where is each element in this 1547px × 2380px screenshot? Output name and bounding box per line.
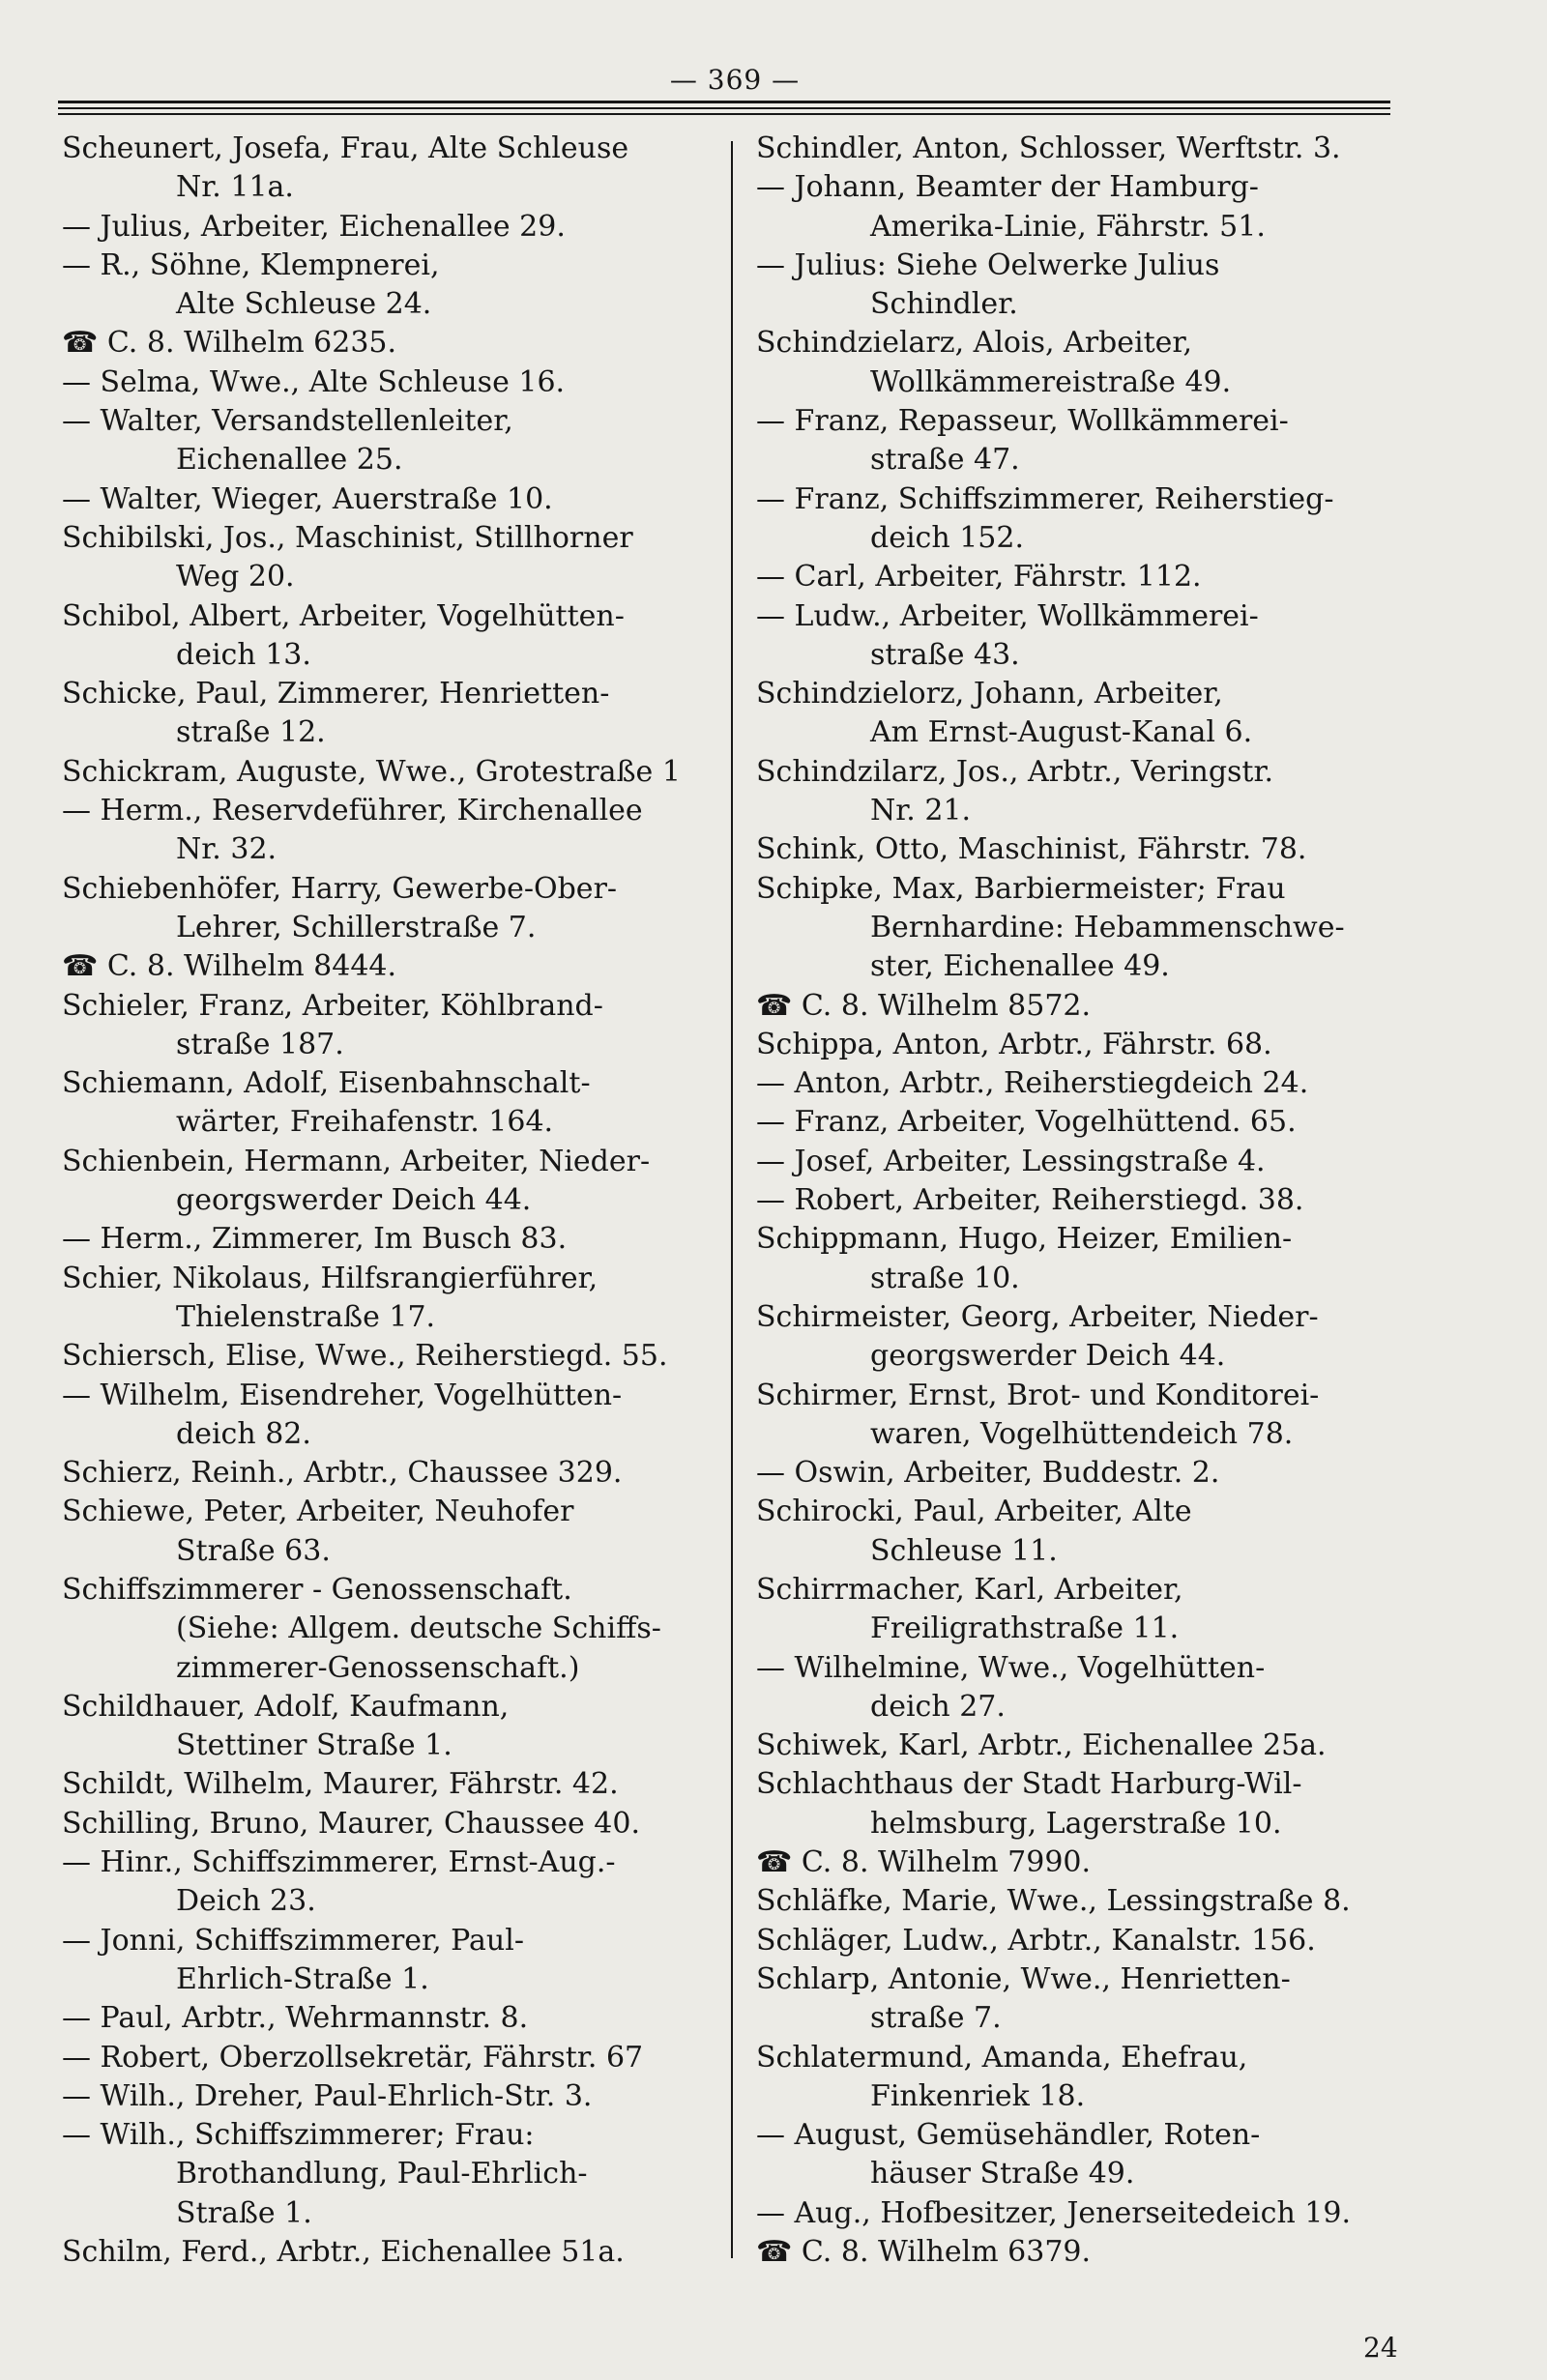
directory-entry (62, 947, 719, 986)
entry-line: — Robert, Arbeiter, Reiherstiegd. 38. (756, 1183, 1304, 1218)
directory-entry (62, 675, 719, 753)
directory-entry (62, 247, 719, 325)
entry-line: — R., Söhne, Klempnerei, (62, 247, 440, 282)
entry-continuation-line: Freiligrathstraße 11. (870, 1611, 1180, 1646)
directory-entry (62, 402, 719, 480)
right-column (756, 130, 1423, 2272)
directory-entry (756, 1727, 1423, 1765)
entry-continuation-line: Wollkämmereistraße 49. (870, 364, 1232, 399)
entry-line: ☎ C. 8. Wilhelm 8444. (62, 949, 397, 984)
left-column (62, 130, 719, 2272)
directory-entry (756, 130, 1423, 168)
directory-entry (62, 1999, 719, 2038)
entry-line: Schildhauer, Adolf, Kaufmann, (62, 1689, 510, 1724)
directory-entry (756, 1882, 1423, 1921)
entry-continuation-line: wärter, Freihafenstr. 164. (176, 1105, 554, 1140)
entry-continuation-line: deich 152. (870, 520, 1025, 555)
directory-entry (756, 870, 1423, 987)
directory-entry (756, 2039, 1423, 2117)
directory-entry (62, 1337, 719, 1376)
entry-continuation-line: zimmerer-Genossenschaft.) (176, 1650, 580, 1685)
entry-line: Schierz, Reinh., Arbtr., Chaussee 329. (62, 1456, 623, 1491)
entry-line: — Franz, Schiffszimmerer, Reiherstieg- (756, 481, 1334, 516)
entry-line: Schirmeister, Georg, Arbeiter, Nieder- (756, 1299, 1319, 1334)
directory-entry (62, 324, 719, 363)
directory-entry (62, 1805, 719, 1843)
directory-entry (756, 1220, 1423, 1298)
entry-continuation-line: deich 27. (870, 1689, 1006, 1724)
entry-line: Schippa, Anton, Arbtr., Fährstr. 68. (756, 1027, 1272, 1061)
directory-entry (756, 402, 1423, 480)
directory-entry (756, 1181, 1423, 1220)
directory-entry (756, 558, 1423, 596)
entry-continuation-line: Deich 23. (176, 1884, 316, 1919)
entry-continuation-line: helmsburg, Lagerstraße 10. (870, 1806, 1282, 1841)
entry-line: — Selma, Wwe., Alte Schleuse 16. (62, 364, 566, 399)
directory-entry (756, 1649, 1423, 1727)
entry-continuation-line: deich 13. (176, 637, 311, 672)
directory-entry (756, 597, 1423, 676)
entry-line: Schirrmacher, Karl, Arbeiter, (756, 1572, 1183, 1607)
directory-entry (756, 1960, 1423, 2039)
directory-entry (756, 480, 1423, 559)
column-divider (731, 141, 733, 2258)
entry-line: Schicke, Paul, Zimmerer, Henrietten- (62, 677, 610, 711)
entry-line: — Wilh., Dreher, Paul-Ehrlich-Str. 3. (62, 2078, 593, 2113)
directory-entry (756, 247, 1423, 325)
entry-continuation-line: Am Ernst-August-Kanal 6. (870, 715, 1253, 750)
page-number: — 369 — (669, 64, 801, 96)
entry-continuation-line: Nr. 32. (176, 832, 277, 867)
directory-entry (756, 1922, 1423, 1960)
entry-continuation-line: straße 43. (870, 637, 1020, 672)
directory-entry (62, 130, 719, 208)
entry-line: Scheunert, Josefa, Frau, Alte Schleuse (62, 131, 629, 165)
entry-line: Schipke, Max, Barbiermeister; Frau (756, 871, 1286, 906)
directory-entry (756, 1493, 1423, 1571)
entry-line: Schindzielarz, Alois, Arbeiter, (756, 326, 1192, 361)
directory-entry (756, 1454, 1423, 1493)
directory-entry (62, 753, 719, 792)
directory-entry (756, 987, 1423, 1026)
directory-entry (756, 168, 1423, 247)
entry-line: Schilm, Ferd., Arbtr., Eichenallee 51a. (62, 2235, 625, 2270)
directory-entry (756, 2116, 1423, 2194)
entry-line: Schiebenhöfer, Harry, Gewerbe-Ober- (62, 871, 618, 906)
entry-line: ☎ C. 8. Wilhelm 7990. (756, 1845, 1092, 1880)
directory-entry (62, 519, 719, 597)
entry-line: — Aug., Hofbesitzer, Jenerseitedeich 19. (756, 2195, 1352, 2230)
entry-line: — Wilhelmine, Wwe., Vogelhütten- (756, 1650, 1266, 1685)
entry-line: Schibol, Albert, Arbeiter, Vogelhütten- (62, 598, 625, 633)
entry-line: Schindzilarz, Jos., Arbtr., Veringstr. (756, 754, 1274, 789)
entry-line: — Julius, Arbeiter, Eichenallee 29. (62, 209, 566, 244)
entry-line: — Oswin, Arbeiter, Buddestr. 2. (756, 1456, 1220, 1491)
entry-line: — Robert, Oberzollsekretär, Fährstr. 67 (62, 2040, 644, 2075)
entry-continuation-line: Straße 1. (176, 2195, 312, 2230)
entry-line: — Carl, Arbeiter, Fährstr. 112. (756, 560, 1202, 595)
entry-line: Schindzielorz, Johann, Arbeiter, (756, 677, 1223, 711)
entry-continuation-line: Lehrer, Schillerstraße 7. (176, 910, 537, 944)
entry-continuation-line: Thielenstraße 17. (176, 1299, 436, 1334)
directory-entry (62, 363, 719, 402)
directory-entry (756, 1571, 1423, 1649)
entry-continuation-line: Brothandlung, Paul-Ehrlich- (176, 2157, 588, 2191)
entry-continuation-line: straße 12. (176, 715, 326, 750)
entry-continuation-line: Ehrlich-Straße 1. (176, 1961, 429, 1996)
directory-entry (756, 1026, 1423, 1064)
entry-continuation-line: waren, Vogelhüttendeich 78. (870, 1416, 1294, 1451)
entry-line: Schippmann, Hugo, Heizer, Emilien- (756, 1222, 1293, 1257)
directory-entry (62, 1688, 719, 1766)
entry-continuation-line: Amerika-Linie, Fährstr. 51. (870, 209, 1266, 244)
entry-continuation-line: straße 7. (870, 2001, 1002, 2036)
directory-entry (62, 1377, 719, 1455)
entry-line: Schindler, Anton, Schlosser, Werftstr. 3. (756, 131, 1341, 165)
entry-line: Schickram, Auguste, Wwe., Grotestraße 1 (62, 754, 681, 789)
entry-line: Schiewe, Peter, Arbeiter, Neuhofer (62, 1495, 574, 1529)
directory-entry (756, 324, 1423, 402)
directory-entry (62, 870, 719, 948)
directory-entry (756, 830, 1423, 869)
directory-entry (62, 480, 719, 519)
directory-entry (62, 2039, 719, 2077)
entry-line: — Hinr., Schiffszimmerer, Ernst-Aug.- (62, 1845, 616, 1880)
entry-line: — Wilh., Schiffszimmerer; Frau: (62, 2118, 535, 2153)
directory-entry (62, 597, 719, 676)
directory-entry (756, 1843, 1423, 1882)
directory-entry (756, 753, 1423, 831)
entry-continuation-line: Nr. 21. (870, 794, 972, 828)
entry-line: Schibilski, Jos., Maschinist, Stillhorner (62, 520, 633, 555)
directory-entry (62, 1843, 719, 1922)
directory-entry (62, 1064, 719, 1143)
entry-continuation-line: Eichenallee 25. (176, 443, 403, 478)
entry-continuation-line: straße 47. (870, 443, 1020, 478)
entry-continuation-line: Straße 63. (176, 1533, 331, 1568)
directory-entry (62, 1922, 719, 2000)
entry-continuation-line: deich 82. (176, 1416, 311, 1451)
directory-entry (62, 1220, 719, 1259)
entry-line: Schlatermund, Amanda, Ehefrau, (756, 2040, 1248, 2075)
directory-entry (756, 1765, 1423, 1843)
entry-continuation-line: Schindler. (870, 287, 1018, 322)
entry-line: Schläfke, Marie, Wwe., Lessingstraße 8. (756, 1884, 1351, 1919)
entry-continuation-line: ster, Eichenallee 49. (870, 949, 1170, 984)
directory-entry (62, 2116, 719, 2233)
entry-continuation-line: (Siehe: Allgem. deutsche Schiffs- (176, 1611, 661, 1646)
directory-entry (62, 1260, 719, 1338)
entry-continuation-line: georgswerder Deich 44. (870, 1339, 1226, 1374)
directory-entry (62, 987, 719, 1065)
entry-line: — August, Gemüsehändler, Roten- (756, 2118, 1261, 2153)
entry-line: — Ludw., Arbeiter, Wollkämmerei- (756, 598, 1259, 633)
entry-line: Schiersch, Elise, Wwe., Reiherstiegd. 55. (62, 1339, 668, 1374)
entry-line: Schlarp, Antonie, Wwe., Henrietten- (756, 1961, 1291, 1996)
entry-line: Schink, Otto, Maschinist, Fährstr. 78. (756, 832, 1307, 867)
entry-continuation-line: Bernhardine: Hebammenschwe- (870, 910, 1345, 944)
directory-entry (62, 792, 719, 870)
directory-entry (62, 1143, 719, 1221)
entry-line: — Franz, Repasseur, Wollkämmerei- (756, 404, 1289, 439)
entry-line: — Franz, Arbeiter, Vogelhüttend. 65. (756, 1105, 1297, 1140)
directory-entry (62, 1493, 719, 1571)
entry-continuation-line: Finkenriek 18. (870, 2078, 1086, 2113)
entry-line: ☎ C. 8. Wilhelm 6235. (62, 326, 397, 361)
entry-line: Schlachthaus der Stadt Harburg-Wil- (756, 1767, 1302, 1802)
entry-line: — Walter, Wieger, Auerstraße 10. (62, 481, 553, 516)
entry-line: — Paul, Arbtr., Wehrmannstr. 8. (62, 2001, 529, 2036)
directory-entry (756, 675, 1423, 753)
entry-continuation-line: Weg 20. (176, 560, 295, 595)
entry-continuation-line: straße 187. (176, 1027, 344, 1061)
entry-line: — Johann, Beamter der Hamburg- (756, 170, 1259, 205)
entry-line: Schiffszimmerer - Genossenschaft. (62, 1572, 572, 1607)
directory-entry (62, 2233, 719, 2272)
directory-entry (62, 1765, 719, 1804)
entry-line: Schiwek, Karl, Arbtr., Eichenallee 25a. (756, 1728, 1327, 1763)
entry-line: ☎ C. 8. Wilhelm 6379. (756, 2235, 1092, 2270)
entry-line: Schildt, Wilhelm, Maurer, Fährstr. 42. (62, 1767, 619, 1802)
entry-continuation-line: Schleuse 11. (870, 1533, 1058, 1568)
entry-line: Schieler, Franz, Arbeiter, Köhlbrand- (62, 988, 603, 1023)
entry-line: Schilling, Bruno, Maurer, Chaussee 40. (62, 1806, 640, 1841)
entry-line: Schirmer, Ernst, Brot- und Konditorei- (756, 1378, 1320, 1412)
signature-mark: 24 (1363, 2332, 1398, 2364)
entry-continuation-line: georgswerder Deich 44. (176, 1183, 532, 1218)
directory-entry (62, 1571, 719, 1688)
directory-entry (756, 1298, 1423, 1377)
entry-continuation-line: Stettiner Straße 1. (176, 1728, 452, 1763)
header-rule-thin (58, 113, 1390, 115)
entry-line: — Julius: Siehe Oelwerke Julius (756, 247, 1220, 282)
entry-continuation-line: straße 10. (870, 1261, 1020, 1295)
entry-line: Schirocki, Paul, Arbeiter, Alte (756, 1495, 1192, 1529)
directory-entry (62, 2077, 719, 2116)
entry-line: — Jonni, Schiffszimmerer, Paul- (62, 1923, 524, 1958)
entry-line: ☎ C. 8. Wilhelm 8572. (756, 988, 1092, 1023)
entry-line: — Herm., Zimmerer, Im Busch 83. (62, 1222, 568, 1257)
directory-entry (756, 1064, 1423, 1103)
directory-entry (756, 2233, 1423, 2272)
entry-line: Schier, Nikolaus, Hilfsrangierführer, (62, 1261, 598, 1295)
entry-line: — Herm., Reservdeführer, Kirchenallee (62, 794, 643, 828)
entry-line: — Wilhelm, Eisendreher, Vogelhütten- (62, 1378, 623, 1412)
directory-entry (62, 1454, 719, 1493)
entry-continuation-line: Alte Schleuse 24. (176, 287, 432, 322)
header-rule (58, 101, 1390, 109)
entry-line: — Josef, Arbeiter, Lessingstraße 4. (756, 1144, 1266, 1178)
entry-continuation-line: häuser Straße 49. (870, 2157, 1135, 2191)
entry-continuation-line: Nr. 11a. (176, 170, 294, 205)
directory-entry (62, 208, 719, 247)
directory-entry (756, 1103, 1423, 1142)
entry-line: Schienbein, Hermann, Arbeiter, Nieder- (62, 1144, 651, 1178)
directory-entry (756, 1143, 1423, 1181)
entry-line: Schiemann, Adolf, Eisenbahnschalt- (62, 1066, 591, 1101)
directory-entry (756, 1377, 1423, 1455)
directory-entry (756, 2194, 1423, 2233)
entry-line: Schläger, Ludw., Arbtr., Kanalstr. 156. (756, 1923, 1316, 1958)
entry-line: — Anton, Arbtr., Reiherstiegdeich 24. (756, 1066, 1309, 1101)
entry-line: — Walter, Versandstellenleiter, (62, 404, 513, 439)
